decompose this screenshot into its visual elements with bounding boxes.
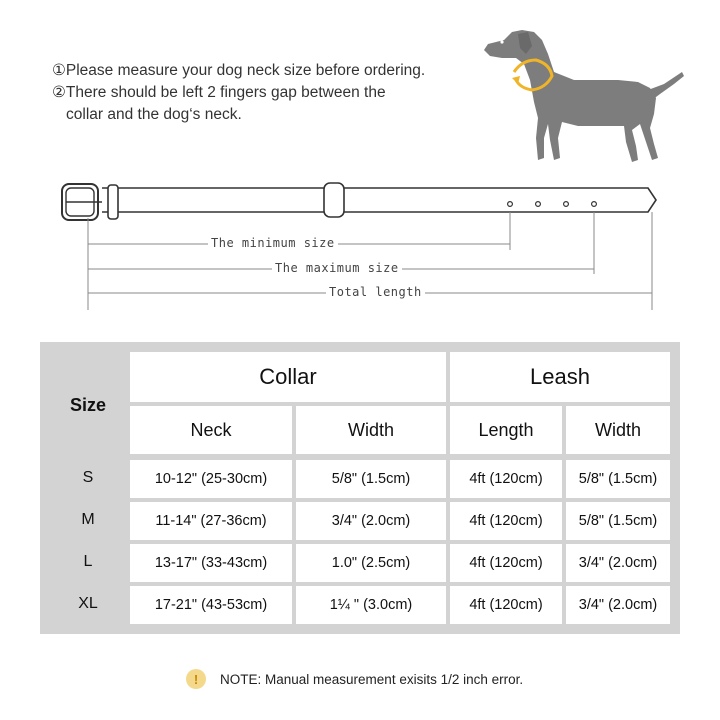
size-table bbox=[40, 342, 680, 634]
leash-width-cell: 5/8" (1.5cm) bbox=[566, 460, 670, 498]
neck-cell: 11-14" (27-36cm) bbox=[130, 502, 292, 540]
collar-header: Collar bbox=[130, 352, 446, 402]
neck-cell: 10-12" (25-30cm) bbox=[130, 460, 292, 498]
size-cell: L bbox=[50, 542, 126, 582]
collar-width-cell: 1¼ " (3.0cm) bbox=[296, 586, 446, 624]
measurement-note bbox=[186, 669, 523, 689]
warning-icon: ! bbox=[186, 669, 206, 689]
leash-width-cell: 5/8" (1.5cm) bbox=[566, 502, 670, 540]
neck-column-header: Neck bbox=[130, 406, 292, 454]
maximum-size-label: The maximum size bbox=[272, 261, 402, 275]
length-cell: 4ft (120cm) bbox=[450, 544, 562, 582]
length-cell: 4ft (120cm) bbox=[450, 502, 562, 540]
total-length-label: Total length bbox=[326, 285, 425, 299]
leash-width-cell: 3/4" (2.0cm) bbox=[566, 544, 670, 582]
collar-width-column-header: Width bbox=[296, 406, 446, 454]
size-cell: XL bbox=[50, 584, 126, 624]
size-cell: M bbox=[50, 500, 126, 540]
length-column-header: Length bbox=[450, 406, 562, 454]
instruction-line-2: ②There should be left 2 fingers gap between the bbox=[52, 84, 386, 101]
neck-cell: 13-17" (33-43cm) bbox=[130, 544, 292, 582]
size-header: Size bbox=[50, 352, 126, 458]
note-text: NOTE: Manual measurement exisits 1/2 inch error. bbox=[220, 671, 524, 687]
collar-width-cell: 3/4" (2.0cm) bbox=[296, 502, 446, 540]
length-cell: 4ft (120cm) bbox=[450, 460, 562, 498]
instructions bbox=[52, 60, 425, 126]
leash-width-column-header: Width bbox=[566, 406, 670, 454]
instruction-line-1: ①Please measure your dog neck size before ordering. bbox=[52, 62, 426, 79]
collar-width-cell: 5/8" (1.5cm) bbox=[296, 460, 446, 498]
length-cell: 4ft (120cm) bbox=[450, 586, 562, 624]
collar-measurement-diagram bbox=[0, 170, 720, 310]
minimum-size-label: The minimum size bbox=[208, 236, 338, 250]
size-cell: S bbox=[50, 458, 126, 498]
leash-width-cell: 3/4" (2.0cm) bbox=[566, 586, 670, 624]
dog-silhouette-icon bbox=[478, 18, 688, 178]
collar-width-cell: 1.0" (2.5cm) bbox=[296, 544, 446, 582]
leash-header: Leash bbox=[450, 352, 670, 402]
neck-cell: 17-21" (43-53cm) bbox=[130, 586, 292, 624]
instruction-line-3: collar and the dog‘s neck. bbox=[66, 106, 242, 123]
